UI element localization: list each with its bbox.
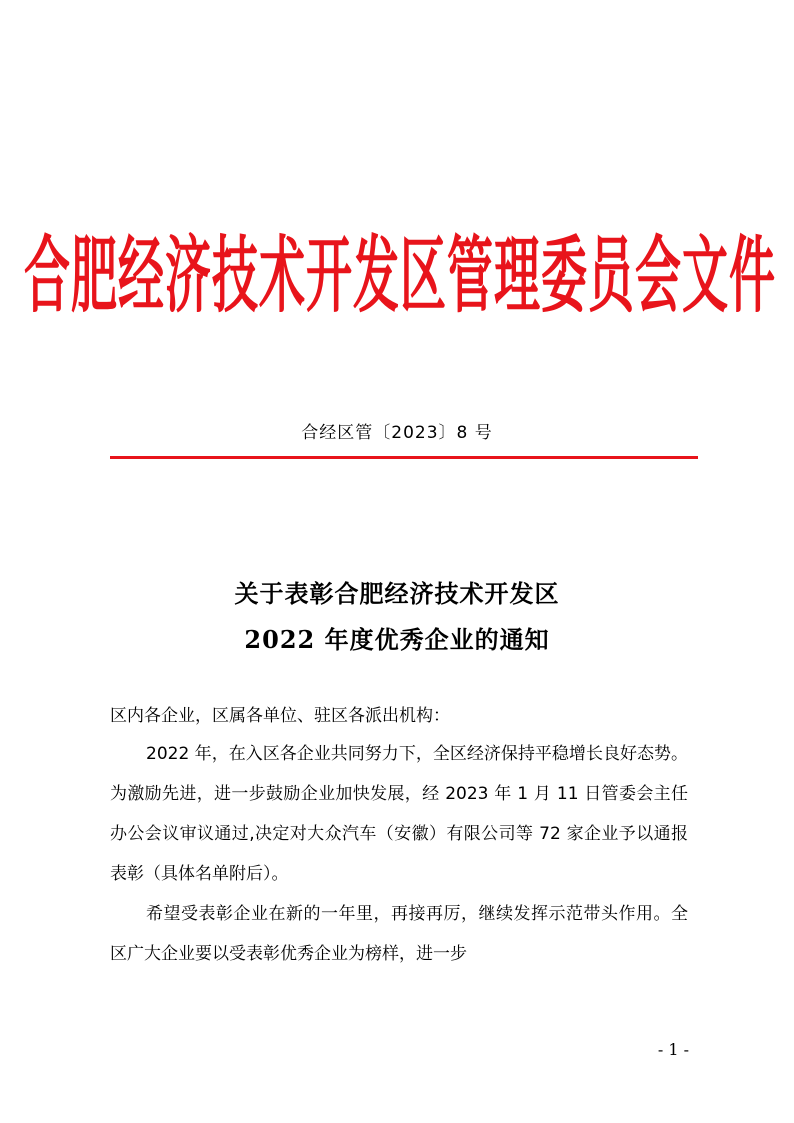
body-paragraph-1: 2022 年，在入区各企业共同努力下，全区经济保持平稳增长良好态势。为激励先进，进一步鼓励企业加快发展，经 2023 年 1 月 11 日管委会主任办公会议审议通过,决定对大众汽车（安徽）有限公司等 72 家企业予以通报表彰（具体名单附后）。	[110, 744, 688, 884]
masthead-title: 合肥经济技术开发区管理委员会文件	[24, 226, 776, 324]
body-paragraph-2: 希望受表彰企业在新的一年里，再接再厉，继续发挥示范带头作用。全区广大企业要以受表彰优秀企业为榜样，进一步	[110, 904, 688, 964]
page-number: - 1 -	[657, 1040, 689, 1059]
salutation: 区内各企业，区属各单位、驻区各派出机构：	[110, 706, 450, 726]
notice-title-line-2: 2022 年度优秀企业的通知	[244, 625, 550, 654]
document-number: 合经区管〔2023〕8 号	[301, 423, 493, 443]
red-divider-rule	[110, 456, 698, 459]
notice-title-line-1: 关于表彰合肥经济技术开发区	[234, 579, 560, 608]
